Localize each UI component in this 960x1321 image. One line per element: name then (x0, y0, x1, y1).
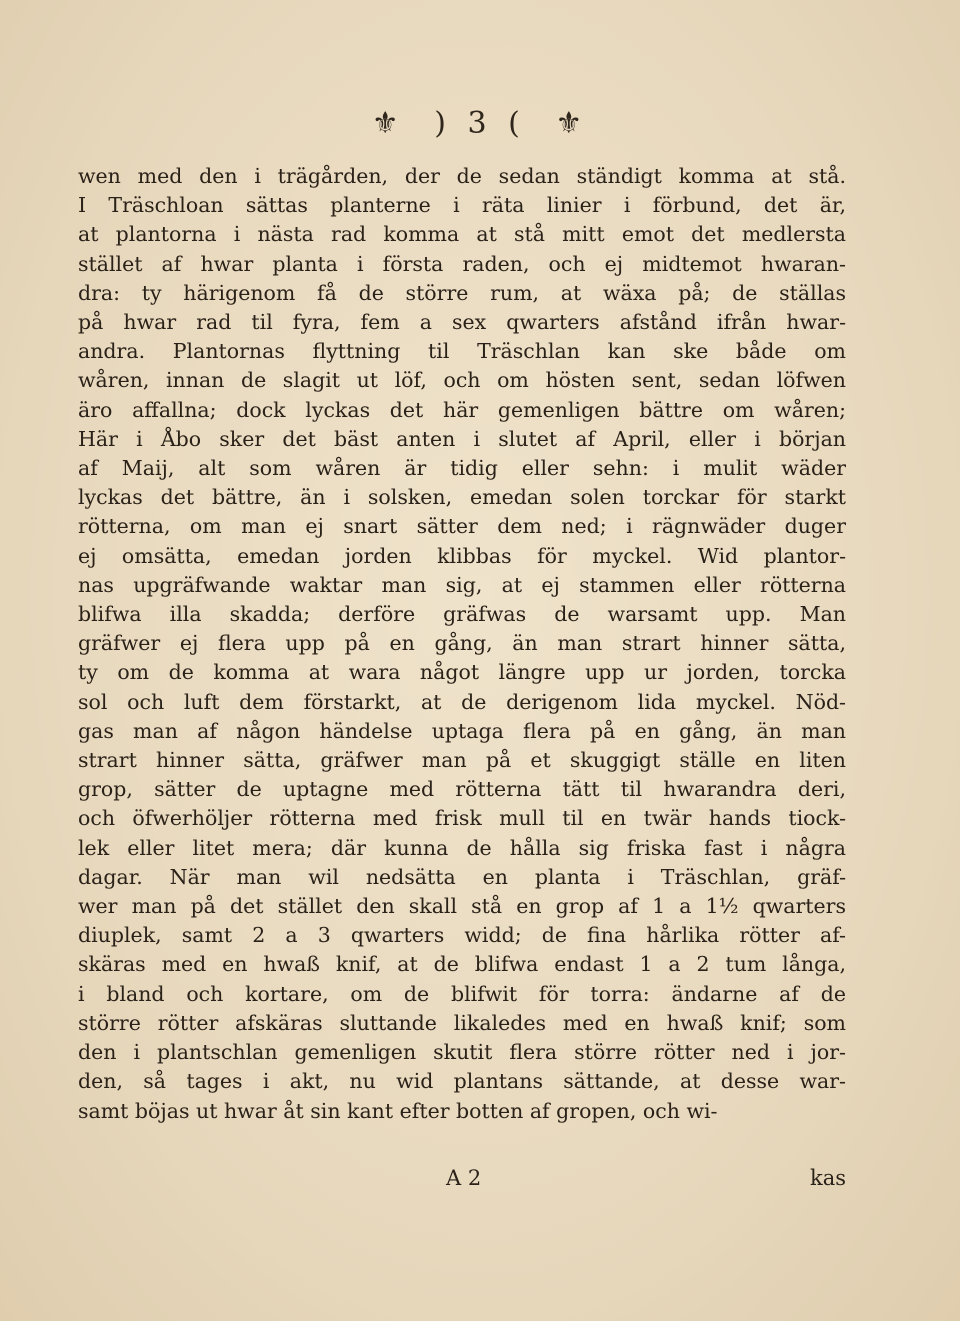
text-line: diuplek, samt 2 a 3 qwarters widd; de fina hårlika rötter af- (78, 923, 846, 948)
text-line: gas man af någon händelse uptaga flera på en gång, än man (78, 718, 846, 743)
text-line: dagar. När man wil nedsätta en planta i Träschlan, gräf- (78, 864, 846, 889)
body-text (78, 162, 846, 1126)
right-ornament-icon: ⚜ (555, 106, 589, 141)
text-line: at plantorna i nästa rad komma at stå mitt emot det medlersta (78, 222, 846, 247)
text-line: wåren, innan de slagit ut löf, och om hösten sent, sedan löfwen (78, 368, 846, 393)
text-line: andra. Plantornas flyttning til Träschlan kan ske både om (78, 339, 846, 364)
text-line: ej omsätta, emedan jorden klibbas för myckel. Wid plantor- (78, 543, 846, 568)
text-line: stället af hwar planta i första raden, och ej midtemot hwaran- (78, 251, 846, 276)
left-ornament-icon: ⚜ (371, 106, 405, 141)
text-line: Här i Åbo sker det bäst anten i slutet af April, eller i början (78, 426, 846, 451)
text-line: sol och luft dem förstarkt, at de derigenom lida myckel. Nöd- (78, 689, 846, 714)
text-line: ty om de komma at wara något längre upp ur jorden, torcka (78, 660, 846, 685)
text-line: samt böjas ut hwar åt sin kant efter botten af gropen, och wi- (78, 1098, 718, 1123)
text-line: i bland och kortare, om de blifwit för torra: ändarne af de (78, 981, 846, 1006)
page-number: ) 3 ( (434, 106, 526, 141)
page-footer (78, 1166, 846, 1196)
text-line: grop, sätter de uptagne med rötterna tätt til hwarandra deri, (78, 777, 846, 802)
text-line: dra: ty härigenom få de större rum, at wäxa på; de ställas (78, 280, 846, 305)
text-line: I Träschloan sättas planterne i räta linier i förbund, det är, (78, 193, 846, 218)
text-line: wer man på det stället den skall stå en grop af 1 a 1½ qwarters (78, 894, 846, 919)
text-line: af Maij, alt som wåren är tidig eller sehn: i mulit wäder (78, 456, 846, 481)
text-line: och öfwerhöljer rötterna med frisk mull til en twär hands tiock- (78, 806, 846, 831)
text-line: lyckas det bättre, än i solsken, emedan solen torckar för starkt (78, 485, 846, 510)
text-line: den, så tages i akt, nu wid plantans sättande, at desse war- (78, 1069, 846, 1094)
text-line: skäras med en hwaß knif, at de blifwa endast 1 a 2 tum långa, (78, 952, 846, 977)
text-line: äro affallna; dock lyckas det här gemenligen bättre om wåren; (78, 397, 846, 422)
text-line: på hwar rad til fyra, fem a sex qwarters afstånd ifrån hwar- (78, 310, 846, 335)
text-line: den i plantschlan gemenligen skutit flera större rötter ned i jor- (78, 1040, 846, 1065)
text-line: blifwa illa skadda; derföre gräfwas de warsamt upp. Man (78, 602, 846, 627)
text-line: gräfwer ej flera upp på en gång, än man strart hinner sätta, (78, 631, 846, 656)
page-header (0, 106, 960, 141)
signature-mark: A 2 (446, 1166, 482, 1190)
text-line: större rötter afskäras sluttande likaledes med en hwaß knif; som (78, 1010, 846, 1035)
text-line: lek eller litet mera; där kunna de hålla sig friska fast i några (78, 835, 846, 860)
text-line: strart hinner sätta, gräfwer man på et skuggigt ställe en liten (78, 748, 846, 773)
text-line: nas upgräfwande waktar man sig, at ej stammen eller rötterna (78, 572, 846, 597)
text-line: rötterna, om man ej snart sätter dem ned; i rägnwäder duger (78, 514, 846, 539)
text-line: wen med den i trägården, der de sedan ständigt komma at stå. (78, 164, 846, 188)
catchword: kas (809, 1166, 846, 1190)
